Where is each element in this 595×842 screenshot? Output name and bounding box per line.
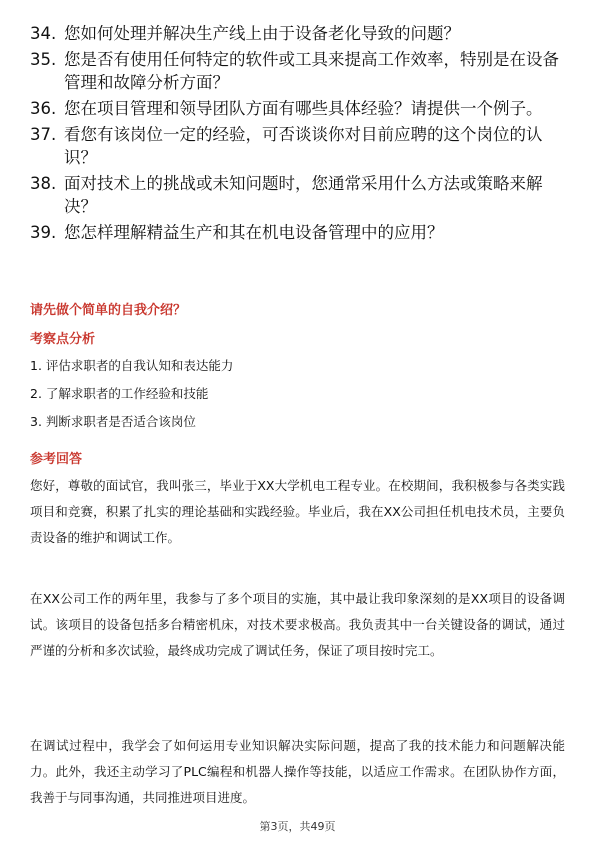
question-text: 您是否有使用任何特定的软件或工具来提高工作效率，特别是在设备管理和故障分析方面？ [64, 50, 559, 92]
question-number: 39. [30, 223, 57, 242]
reference-heading: 参考回答 [30, 452, 83, 467]
reference-paragraph: 在调试过程中，我学会了如何运用专业知识解决实际问题，提高了我的技术能力和问题解决能力。此外，我还主动学习了PLC编程和机器人操作等技能，以适应工作需求。在团队协作方面，我善于与同事沟通，共同推进项目进度。 [30, 738, 565, 805]
question-list [30, 22, 570, 247]
question-item [30, 123, 570, 169]
page-footer: 第3页，共49页 [259, 820, 336, 833]
question-number: 36. [30, 99, 57, 118]
question-item [30, 22, 570, 45]
intro-question-heading: 请先做个简单的自我介绍？ [30, 303, 187, 318]
reference-paragraph: 在XX公司工作的两年里，我参与了多个项目的实施，其中最让我印象深刻的是XX项目的设备调试。该项目的设备包括多台精密机床，对技术要求极高。我负责其中一台关键设备的调试，通过严谨的分析和多次试验，最终成功完成了调试任务，保证了项目按时完工。 [30, 591, 565, 658]
question-text: 面对技术上的挑战或未知问题时，您通常采用什么方法或策略来解决？ [64, 174, 543, 216]
question-number: 37. [30, 125, 57, 144]
reference-paragraph: 您好，尊敬的面试官，我叫张三，毕业于XX大学机电工程专业。在校期间，我积极参与各类实践项目和竞赛，积累了扎实的理论基础和实践经验。毕业后，我在XX公司担任机电技术员，主要负责设备的维护和调试工作。 [30, 478, 565, 545]
question-item [30, 221, 570, 244]
question-number: 34. [30, 24, 57, 43]
analysis-item: 3. 判断求职者是否适合该岗位 [30, 414, 196, 429]
question-text: 您如何处理并解决生产线上由于设备老化导致的问题？ [64, 24, 460, 43]
analysis-item: 2. 了解求职者的工作经验和技能 [30, 386, 209, 401]
question-item [30, 97, 570, 120]
question-number: 35. [30, 50, 57, 69]
analysis-heading: 考察点分析 [30, 332, 96, 347]
question-item [30, 172, 570, 218]
question-number: 38. [30, 174, 57, 193]
question-text: 看您有该岗位一定的经验，可否谈谈你对目前应聘的这个岗位的认识？ [64, 125, 543, 167]
question-item [30, 48, 570, 94]
question-text: 您在项目管理和领导团队方面有哪些具体经验？请提供一个例子。 [64, 99, 543, 118]
analysis-item: 1. 评估求职者的自我认知和表达能力 [30, 358, 234, 373]
question-text: 您怎样理解精益生产和其在机电设备管理中的应用？ [64, 223, 444, 242]
